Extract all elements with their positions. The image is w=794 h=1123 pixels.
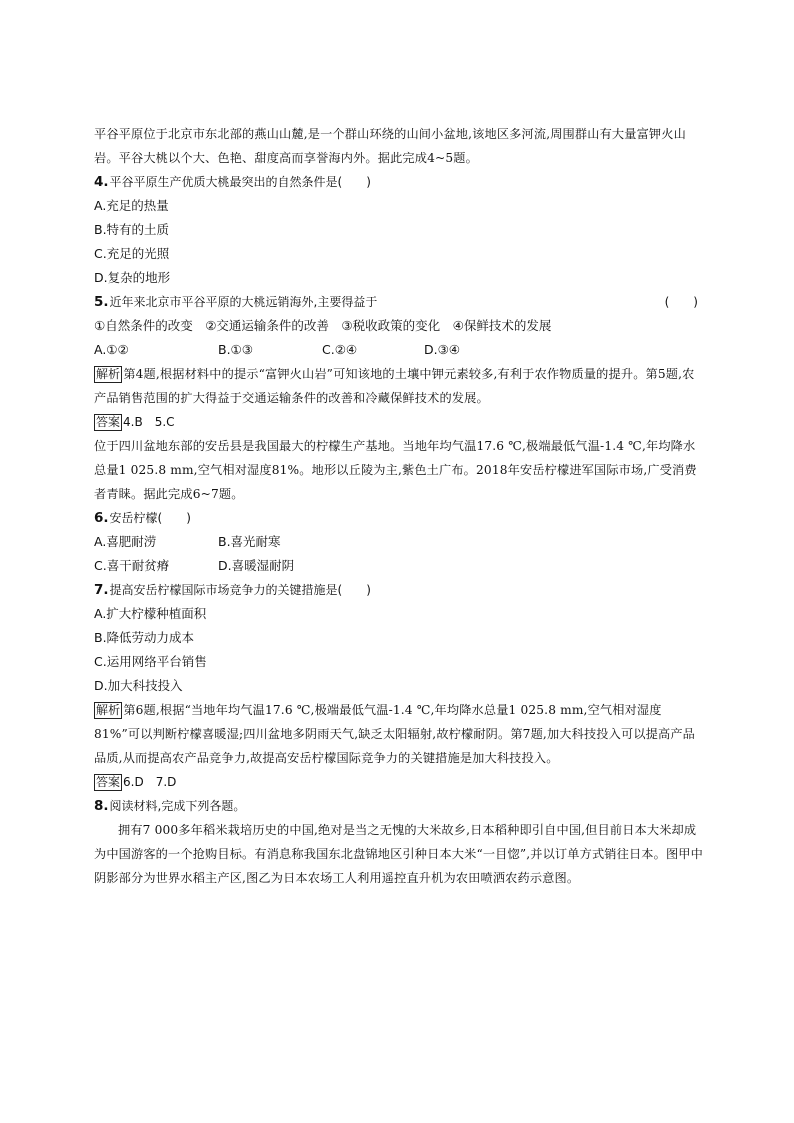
answer-text: 6.D 7.D [123,775,177,789]
question-stem: 提高安岳柠檬国际市场竞争力的关键措施是( ) [109,583,371,597]
statement-list: ①自然条件的改变 ②交通运输条件的改善 ③税收政策的变化 ④保鲜技术的发展 [94,318,552,333]
option-b: B.特有的土质 [94,222,170,237]
question-6 [94,506,704,530]
material-rice: 拥有7 000多年稻米栽培历史的中国,绝对是当之无愧的大米故乡,日本稻种即引自中国,但目前日本大米却成为中国游客的一个抢购目标。有消息称我国东北盘锦地区引种日本大米“一目惚”,并以订单方式销往日本。图甲中阴影部分为世界水稻主产区,图乙为日本农场工人利用遥控直升机为农田喷洒农药示意图。 [94,823,703,885]
material-anyue: 位于四川盆地东部的安岳县是我国最大的柠檬生产基地。当地年均气温17.6 ℃,极端最低气温-1.4 ℃,年均降水总量1 025.8 mm,空气相对湿度81%。地形以丘陵为主,紫色土广布。2018年安岳柠檬进军国际市场,广受消费者青睐。据此完成6~7题。 [94,439,697,501]
answer-tag: 答案 [96,775,121,789]
options-row [94,530,704,554]
answer-blank: ( ) [664,295,698,309]
option-d: D.③④ [424,342,461,357]
options-row [94,554,704,578]
options-row [94,338,704,362]
option-a: A.①② [94,342,129,357]
answer-block [94,410,704,434]
question-4 [94,170,704,194]
option-d: D.加大科技投入 [94,678,183,693]
option-c: C.充足的光照 [94,246,170,261]
question-stem: 阅读材料,完成下列各题。 [109,799,246,813]
analysis-tag: 解析 [96,703,121,717]
option-b: B.降低劳动力成本 [94,630,195,645]
question-number: 4. [94,174,109,190]
option-a: A.喜肥耐涝 [94,534,157,549]
answer-text: 4.B 5.C [123,415,175,429]
question-8 [94,794,704,818]
question-number: 5. [94,294,109,310]
material-pinggu: 平谷平原位于北京市东北部的燕山山麓,是一个群山环绕的山间小盆地,该地区多河流,周围群山有大量富钾火山岩。平谷大桃以个大、色艳、甜度高而享誉海内外。据此完成4~5题。 [94,127,686,165]
analysis-text: 第6题,根据“当地年均气温17.6 ℃,极端最低气温-1.4 ℃,年均降水总量1 025.8 mm,空气相对湿度81%”可以判断柠檬喜暖湿;四川盆地多阴雨天气,缺乏太阳辐射,故柠檬耐阴。第7题,加大科技投入可以提高产品品质,从而提高农产品竞争力,故提高安岳柠檬国际竞争力的关键措施是加大科技投入。 [94,703,696,765]
answer-tag: 答案 [96,415,121,429]
analysis-block [94,362,704,410]
option-b: B.喜光耐寒 [218,534,281,549]
question-stem: 安岳柠檬( ) [109,511,191,525]
option-c: C.喜干耐贫瘠 [94,558,170,573]
option-c: C.运用网络平台销售 [94,654,207,669]
question-5 [94,290,704,314]
option-c: C.②④ [322,342,358,357]
option-a: A.充足的热量 [94,198,169,213]
question-number: 6. [94,510,109,526]
question-stem: 近年来北京市平谷平原的大桃远销海外,主要得益于 [109,295,378,309]
question-stem: 平谷平原生产优质大桃最突出的自然条件是( ) [109,175,371,189]
option-d: D.喜暖湿耐阴 [218,558,295,573]
option-b: B.①③ [218,342,253,357]
option-a: A.扩大柠檬种植面积 [94,606,207,621]
analysis-block [94,698,704,770]
option-d: D.复杂的地形 [94,270,171,285]
analysis-text: 第4题,根据材料中的提示“富钾火山岩”可知该地的土壤中钾元素较多,有利于农作物质量的提升。第5题,农产品销售范围的扩大得益于交通运输条件的改善和冷藏保鲜技术的发展。 [94,367,695,405]
question-7 [94,578,704,602]
analysis-tag: 解析 [96,367,121,381]
question-number: 8. [94,798,109,814]
question-number: 7. [94,582,109,598]
answer-block [94,770,704,794]
document-page [94,122,704,890]
